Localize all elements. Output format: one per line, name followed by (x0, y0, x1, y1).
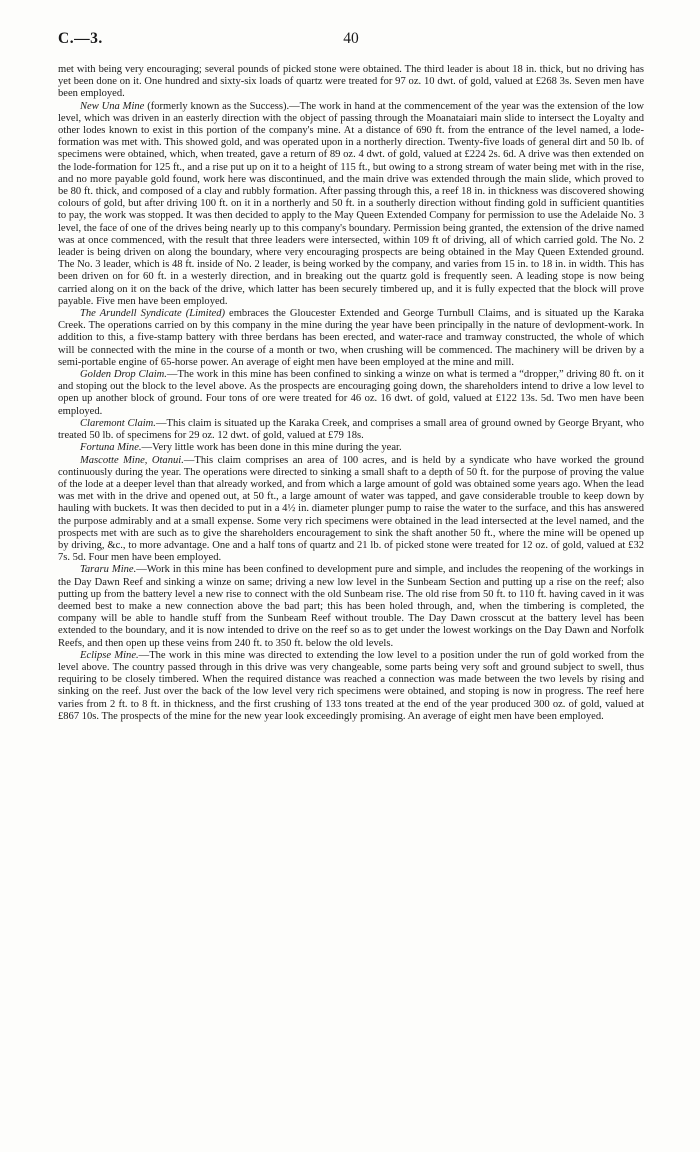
page-header (58, 30, 644, 52)
paragraph-text: —This claim comprises an area of 100 acres, and is held by a syndicate who have worked the ground continuously during the year. The operations were directed to sinking a small shaft to a depth of 50 ft. for the purpose of proving the value of the lode at a deeper level than that already worked, and from which a large amount of gold was obtained some years ago. When the lead was met with in the drive and opened out, at 50 ft., a large amount of water was tapped, and gave considerable trouble to keep down by hauling with buckets. It was then decided to put in a 4½ in. diameter plunger pump to raise the water to the surface, and this has answered the purpose admirably and at a small expense. Some very rich specimens were obtained in the lead intersected at the level named, and the prospects met with are such as to give the shareholders encouragement to sink the shaft another 50 ft., where the mine will be opened up by driving, &c., to more advantage. One and a half tons of quartz and 21 lb. of picked stone were treated for 12 oz. of gold, valued at £32 7s. 5d. Four men have been employed. (58, 454, 644, 564)
paragraph-heading: Fortuna Mine. (80, 442, 142, 454)
body-text (58, 64, 644, 723)
paragraph-fortuna-mine (58, 442, 644, 454)
paragraph-text: —Work in this mine has been confined to development pure and simple, and includes the reopening of the workings in the Day Dawn Reef and sinking a winze on same; driving a new low level in the Sunbeam Section and putting up a rise on the reef; also putting up from the battery level a new rise to connect with the old Sunbeam rise. The old rise from 50 ft. to 110 ft. having caved in it was deemed best to make a new connection above the bad part; this has been holed through, and, when the timbering is completed, the company will be able to handle stuff from the Sunbeam Reef without trouble. The Day Dawn crosscut at the battery level has been extended to the boundary, and it is now intended to drive on the reef so as to get under the lowest workings on the Day Dawn and Norfolk Reefs, and then open up these veins from 240 ft. to 350 ft. below the old levels. (58, 564, 644, 649)
paragraph-text: —Very little work has been done in this mine during the year. (141, 442, 402, 454)
paragraph-arundell-syndicate (58, 308, 644, 369)
paragraph-tararu-mine (58, 564, 644, 649)
paragraph-new-una-mine (58, 101, 644, 308)
paragraph-claremont-claim (58, 418, 644, 442)
document-code: C.—3. (58, 30, 103, 47)
paragraph-text: —This claim is situated up the Karaka Creek, and comprises a small area of ground owned by George Bryant, who treated 50 lb. of specimens for 29 oz. 12 dwt. of gold, valued at £79 18s. (58, 417, 644, 442)
paragraph-text: —The work in this mine has been confined to sinking a winze on what is termed a “dropper,” driving 80 ft. on it and stoping out the block to the level above. As the prospects are encouraging going down, the shareholders intend to drive a low level to open up another block of ground. Four tons of ore were treated for 46 oz. 16 dwt. of gold, valued at £122 13s. 5d. Two men have been employed. (58, 369, 645, 417)
paragraph-golden-drop-claim (58, 369, 644, 418)
paragraph-text: met with being very encouraging; several pounds of picked stone were obtained. The third leader is about 18 in. thick, but no driving has yet been done on it. One hundred and sixty-six loads of quartz were treated for 97 oz. 10 dwt. of gold, valued at £268 3s. Seven men have been employed. (58, 64, 644, 100)
paragraph-heading: Mascotte Mine, Otanui. (80, 454, 184, 466)
paragraph-heading: Tararu Mine. (80, 564, 137, 576)
page-number: 40 (343, 30, 359, 47)
paragraph-text: —The work in this mine was directed to extending the low level to a position under the run of gold worked from the level above. The country passed through in this drive was very changeable, some parts being very soft and ground subject to swell, thus requiring to be closely timbered. When the required distance was reached a connection was made between the two levels by rising and sinking on the reef. Just over the back of the low level very rich specimens were obtained, and stoping is now in progress. The reef here varies from 2 ft. to 8 ft. in thickness, and the first crushing of 133 tons treated at the end of the year produced 300 oz. of gold, valued at £867 10s. The prospects of the mine for the new year look exceedingly promising. An average of eight men have been employed. (58, 649, 644, 722)
paragraph-heading: Golden Drop Claim. (80, 369, 167, 381)
paragraph-continuation (58, 64, 644, 101)
paragraph-text: embraces the Gloucester Extended and George Turnbull Claims, and is situated up the Karaka Creek. The operations carried on by this company in the mine during the year have been principally in the nature of devlopment-work. In addition to this, a five-stamp battery with three berdans has been erected, and water-race and tramway constructed, the whole of which will be connected with the mine in the course of a month or two, when crushing will be commenced. The machinery will be driven by a semi-portable engine of 65-horse power. An average of eight men have been employed at the mine and mill. (58, 308, 644, 368)
paragraph-heading: Claremont Claim. (80, 417, 156, 429)
paragraph-eclipse-mine (58, 650, 644, 723)
paragraph-heading: New Una Mine (80, 100, 145, 112)
paragraph-mascotte-mine (58, 455, 644, 565)
paragraph-text: (formerly known as the Success).—The work in hand at the commencement of the year was the extension of the low level, which was driven in an easterly direction with the object of passing through the Moanataiari main slide to intersect the Loyalty and other lodes known to exist in this portion of the company's mine. At a distance of 690 ft. from the entrance of the level named, a lode-formation was met with. This showed gold, and was operated upon in a northerly direction. Twenty-five loads of general dirt and 50 lb. of specimens were obtained, which, when treated, gave a return of 89 oz. 4 dwt. of gold, valued at £224 2s. 6d. A drive was then extended on the lode-formation for 125 ft., and a rise put up on it to a height of 115 ft., but owing to a strong stream of water being met with in the rise, and no more payable gold found, work here was discontinued, and the main drive was extended through the main slide, which proved to be 80 ft. thick, and composed of a clay and rubbly formation. After passing through this, a reef 18 in. in thickness was discovered showing colours of gold, but after driving 100 ft. on it in a northerly and 50 ft. in a southerly direction without finding gold in sufficient quantities to pay, the work was stopped. It was then decided to apply to the May Queen Extended Company for permission to use the Adelaide No. 3 level, the face of one of the drives being nearly up to this company's boundary. Permission being granted, the extension of the drive named was at once commenced, with the result that three leaders were intersected, within 109 ft of driving, all of which carried gold. The No. 2 leader is being driven on along the boundary, where very encouraging prospects are being obtained in the May Queen Extended ground. The No. 3 leader, which is 48 ft. inside of No. 2 leader, is being worked by the company, and varies from 15 in. to 18 in. in width. This has been driven on for 60 ft. in a westerly direction, and in breaking out the quartz gold is frequently seen. A leading stope is now being carried along on it on the back of the drive, which latter has been securely timbered up, and it is fully expected that the block will prove payable. Five men have been employed. (58, 100, 644, 307)
paragraph-heading: The Arundell Syndicate (Limited) (80, 308, 225, 320)
paragraph-heading: Eclipse Mine. (80, 649, 139, 661)
